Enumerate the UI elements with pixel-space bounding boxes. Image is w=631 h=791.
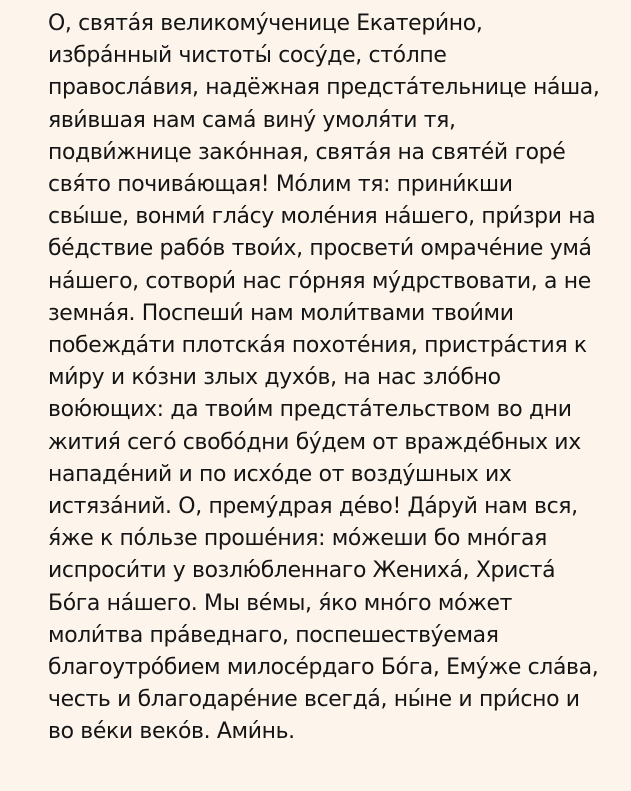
- text-line: правосла́вия, надёжная предста́тельнице на́ша,: [48, 75, 600, 101]
- text-line: нападе́ний и по исхо́де от возду́шных их: [48, 461, 512, 487]
- text-line: во ве́ки веко́в. Ами́нь.: [48, 719, 295, 745]
- text-line: истяза́ний. О, прему́драя де́во! Да́руй нам вся,: [48, 494, 578, 520]
- text-line: благоутро́бием милосе́рдаго Бо́га, Ему́же сла́ва,: [48, 655, 599, 681]
- text-line: испроси́ти у возлю́бленнаго Жениха́, Христа́: [48, 558, 556, 584]
- text-line: О, свята́я великому́ченице Екатери́но,: [48, 11, 483, 36]
- text-line: вою́ющих: да твои́м предста́тельством во дни: [48, 397, 572, 423]
- text-line: Бо́га на́шего. Мы ве́мы, я́ко мно́го мо́жет: [48, 590, 513, 616]
- text-line: моли́тва пра́веднаго, поспешеству́емая: [48, 622, 499, 648]
- text-line: бе́дствие рабо́в твои́х, просвети́ омраче́ние ума́: [48, 236, 592, 262]
- text-line: подви́жнице зако́нная, свята́я на святе́й горе́: [48, 139, 566, 165]
- text-line: честь и благодаре́ние всегда́, ны́не и при́сно и: [48, 687, 580, 713]
- text-line: яви́вшая нам сама́ вину́ умоля́ти тя,: [48, 107, 456, 133]
- text-line: ми́ру и ко́зни злых духо́в, на нас зло́бно: [48, 365, 501, 391]
- text-line: побежда́ти плотска́я похоте́ния, пристра́стия к: [48, 333, 587, 359]
- text-line: на́шего, сотвори́ нас го́рняя му́дрствовати, а не: [48, 268, 591, 294]
- text-line: жития́ сего́ свобо́дни бу́дем от вражде́бных их: [48, 429, 581, 455]
- text-line: я́же к по́льзе проше́ния: мо́жеши бо мно́гая: [48, 526, 547, 552]
- text-line: избра́нный чистоты́ сосу́де, сто́лпе: [48, 43, 447, 69]
- text-line: земна́я. Поспеши́ нам моли́твами твои́ми: [48, 300, 514, 326]
- text-line: свя́то почива́ющая! Мо́лим тя: прини́кши: [48, 172, 513, 198]
- text-line: свы́ше, вонми́ гла́су моле́ния на́шего, при́зри на: [48, 204, 596, 230]
- prayer-text: [48, 8, 631, 749]
